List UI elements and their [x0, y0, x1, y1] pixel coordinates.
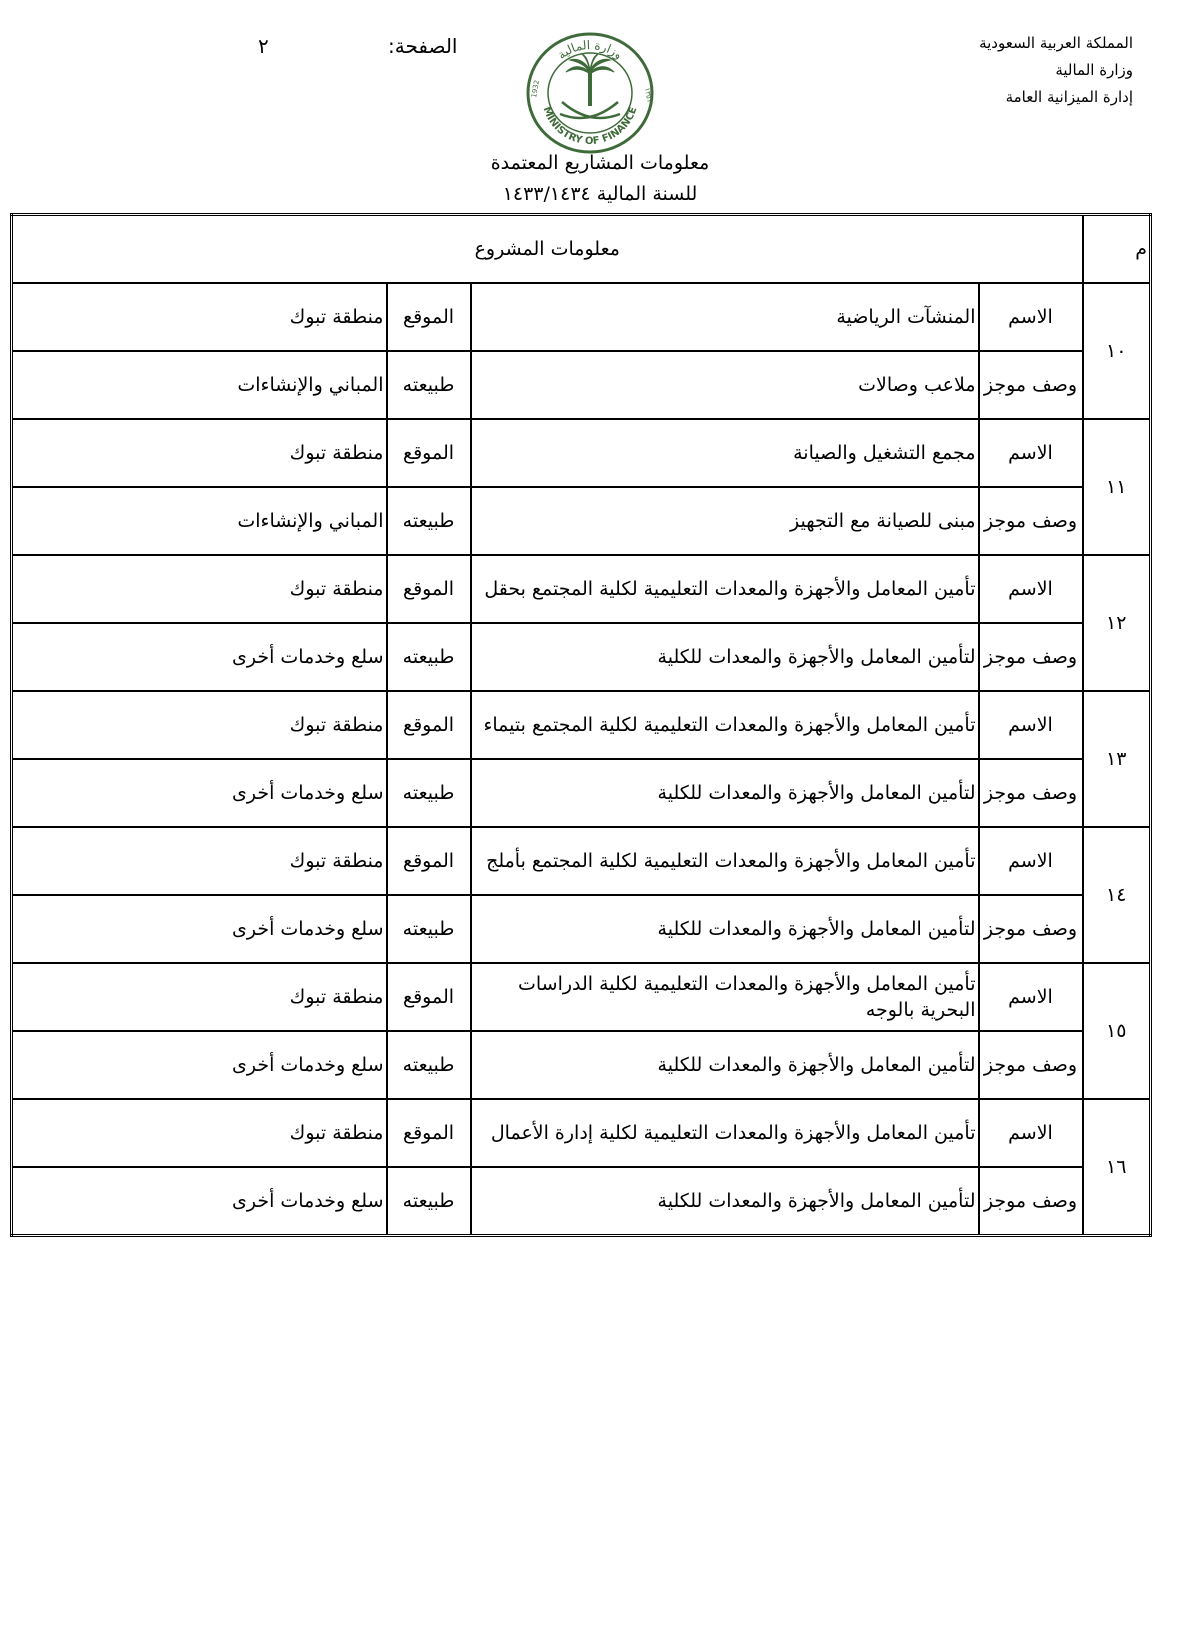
- location-label: الموقع: [387, 555, 471, 623]
- project-nature: سلع وخدمات أخرى: [12, 623, 387, 691]
- table-row: [12, 1031, 1151, 1099]
- project-description: لتأمين المعامل والأجهزة والمعدات للكلية: [471, 623, 979, 691]
- name-label: الاسم: [979, 419, 1083, 487]
- project-nature: سلع وخدمات أخرى: [12, 759, 387, 827]
- project-nature: سلع وخدمات أخرى: [12, 1167, 387, 1236]
- table-row: [12, 691, 1151, 759]
- location-label: الموقع: [387, 963, 471, 1031]
- location-label: الموقع: [387, 1099, 471, 1167]
- kingdom-name: المملكة العربية السعودية: [979, 34, 1133, 52]
- location-label: الموقع: [387, 419, 471, 487]
- table-row: [12, 351, 1151, 419]
- project-location: منطقة تبوك: [12, 963, 387, 1031]
- project-name: تأمين المعامل والأجهزة والمعدات التعليمية لكلية الدراسات البحرية بالوجه: [471, 963, 979, 1031]
- nature-label: طبيعته: [387, 487, 471, 555]
- location-label: الموقع: [387, 691, 471, 759]
- project-number: ١٣: [1083, 691, 1151, 827]
- project-description: لتأمين المعامل والأجهزة والمعدات للكلية: [471, 1167, 979, 1236]
- project-number: ١١: [1083, 419, 1151, 555]
- description-label: وصف موجز: [979, 895, 1083, 963]
- page-label: الصفحة:: [388, 34, 458, 58]
- name-label: الاسم: [979, 827, 1083, 895]
- projects-table: [10, 213, 1152, 1237]
- name-label: الاسم: [979, 555, 1083, 623]
- location-label: الموقع: [387, 283, 471, 351]
- project-name: تأمين المعامل والأجهزة والمعدات التعليمية لكلية المجتمع بأملج: [471, 827, 979, 895]
- project-name: تأمين المعامل والأجهزة والمعدات التعليمية لكلية المجتمع بتيماء: [471, 691, 979, 759]
- table-row: [12, 283, 1151, 351]
- project-nature: سلع وخدمات أخرى: [12, 895, 387, 963]
- project-name: تأمين المعامل والأجهزة والمعدات التعليمية لكلية إدارة الأعمال: [471, 1099, 979, 1167]
- location-label: الموقع: [387, 827, 471, 895]
- project-location: منطقة تبوك: [12, 283, 387, 351]
- description-label: وصف موجز: [979, 759, 1083, 827]
- name-label: الاسم: [979, 963, 1083, 1031]
- project-description: مبنى للصيانة مع التجهيز: [471, 487, 979, 555]
- project-nature: المباني والإنشاءات: [12, 351, 387, 419]
- ministry-name: وزارة المالية: [1055, 61, 1133, 79]
- project-number: ١٤: [1083, 827, 1151, 963]
- nature-label: طبيعته: [387, 759, 471, 827]
- project-nature: سلع وخدمات أخرى: [12, 1031, 387, 1099]
- description-label: وصف موجز: [979, 623, 1083, 691]
- column-header-number: م: [1083, 215, 1151, 284]
- palm-tree-icon: [566, 54, 614, 106]
- table-row: [12, 555, 1151, 623]
- project-number: ١٦: [1083, 1099, 1151, 1236]
- table-row: [12, 1099, 1151, 1167]
- project-number: ١٢: [1083, 555, 1151, 691]
- project-location: منطقة تبوك: [12, 555, 387, 623]
- fiscal-year-subtitle: للسنة المالية ١٤٣٣/١٤٣٤: [502, 183, 698, 205]
- ministry-seal-logo: [524, 30, 656, 156]
- table-row: [12, 895, 1151, 963]
- nature-label: طبيعته: [387, 895, 471, 963]
- project-name: تأمين المعامل والأجهزة والمعدات التعليمية لكلية المجتمع بحقل: [471, 555, 979, 623]
- name-label: الاسم: [979, 691, 1083, 759]
- project-description: لتأمين المعامل والأجهزة والمعدات للكلية: [471, 895, 979, 963]
- department-name: إدارة الميزانية العامة: [1005, 88, 1133, 106]
- project-name: مجمع التشغيل والصيانة: [471, 419, 979, 487]
- project-number: ١٥: [1083, 963, 1151, 1099]
- description-label: وصف موجز: [979, 1031, 1083, 1099]
- table-row: [12, 827, 1151, 895]
- project-description: لتأمين المعامل والأجهزة والمعدات للكلية: [471, 759, 979, 827]
- table-row: [12, 487, 1151, 555]
- description-label: وصف موجز: [979, 487, 1083, 555]
- seal-bottom-text: MINISTRY OF FINANCE: [540, 105, 640, 148]
- nature-label: طبيعته: [387, 1031, 471, 1099]
- project-description: لتأمين المعامل والأجهزة والمعدات للكلية: [471, 1031, 979, 1099]
- project-location: منطقة تبوك: [12, 419, 387, 487]
- description-label: وصف موجز: [979, 351, 1083, 419]
- description-label: وصف موجز: [979, 1167, 1083, 1236]
- column-header-project-info: معلومات المشروع: [12, 215, 1083, 284]
- project-nature: المباني والإنشاءات: [12, 487, 387, 555]
- project-description: ملاعب وصالات: [471, 351, 979, 419]
- project-location: منطقة تبوك: [12, 691, 387, 759]
- table-row: [12, 963, 1151, 1031]
- project-number: ١٠: [1083, 283, 1151, 419]
- seal-year-left: 1932: [530, 79, 542, 99]
- name-label: الاسم: [979, 283, 1083, 351]
- nature-label: طبيعته: [387, 351, 471, 419]
- project-location: منطقة تبوك: [12, 827, 387, 895]
- table-row: [12, 623, 1151, 691]
- table-row: [12, 1167, 1151, 1236]
- table-row: [12, 759, 1151, 827]
- nature-label: طبيعته: [387, 623, 471, 691]
- page-number: ٢: [258, 34, 269, 58]
- issuer-block: [873, 30, 1133, 111]
- table-row: [12, 419, 1151, 487]
- name-label: الاسم: [979, 1099, 1083, 1167]
- project-name: المنشآت الرياضية: [471, 283, 979, 351]
- project-location: منطقة تبوك: [12, 1099, 387, 1167]
- document-title: معلومات المشاريع المعتمدة: [490, 152, 710, 174]
- seal-top-text: وزارة المالية: [554, 37, 626, 62]
- nature-label: طبيعته: [387, 1167, 471, 1236]
- table-header-row: [12, 215, 1151, 284]
- seal-year-right: ١٣٥١: [643, 86, 654, 104]
